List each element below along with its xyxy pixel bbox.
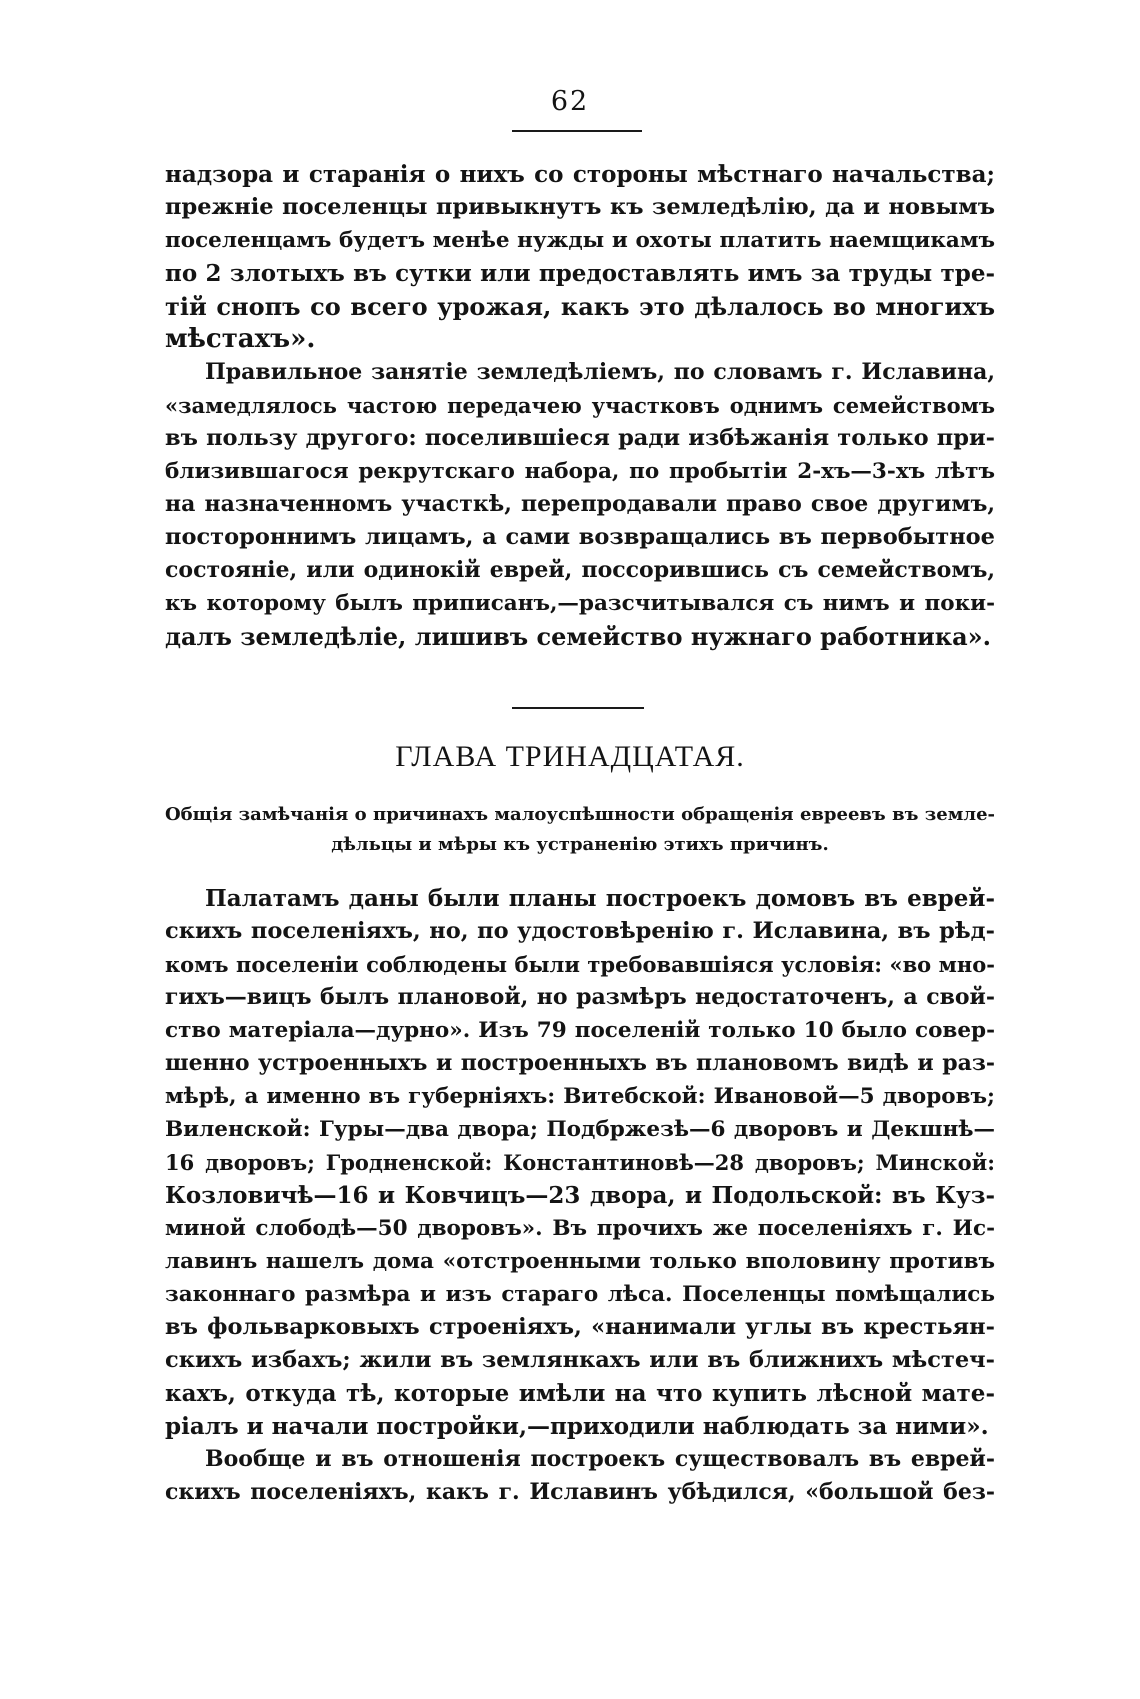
text-line: Виленской: Гуры—два двора; Подбржезѣ—6 дворовъ и Декшнѣ— — [165, 1117, 995, 1142]
text-line: Правильное занятіе земледѣліемъ, по словамъ г. Иславина, — [205, 359, 995, 385]
subtitle-line: дѣльцы и мѣры къ устраненію этихъ причинъ. — [331, 834, 829, 855]
text-line: «замедлялось частою передачею участковъ однимъ семействомъ — [165, 393, 995, 418]
text-line: близившагося рекрутскаго набора, по пробытіи 2-хъ—3-хъ лѣтъ — [165, 459, 995, 484]
page-number: 62 — [550, 86, 590, 117]
text-line: по 2 злотыхъ въ сутки или предоставлять имъ за труды тре- — [165, 260, 995, 287]
text-line: гихъ—вицъ былъ плановой, но размѣръ недостаточенъ, а свой- — [165, 984, 995, 1010]
text-line: миной слободѣ—50 дворовъ». Въ прочихъ же поселеніяхъ г. Ис- — [165, 1216, 995, 1241]
header-rule — [512, 130, 642, 132]
text-line: 16 дворовъ; Гродненской: Константиновѣ—28 дворовъ; Минской: — [165, 1150, 995, 1175]
text-line: лавинъ нашелъ дома «отстроенными только вполовину противъ — [165, 1249, 995, 1274]
text-line: далъ земледѣліе, лишивъ семейство нужнаго работника». — [165, 622, 992, 651]
text-line: къ которому былъ приписанъ,—разсчитывался съ нимъ и поки- — [165, 591, 995, 616]
text-line: постороннимъ лицамъ, а сами возвращались въ первобытное — [165, 524, 995, 550]
text-line: скихъ избахъ; жили въ землянкахъ или въ ближнихъ мѣстеч- — [165, 1347, 995, 1373]
text-line: на назначенномъ участкѣ, перепродавали право свое другимъ, — [165, 491, 995, 517]
text-line: Козловичѣ—16 и Ковчицъ—23 двора, и Подольской: въ Куз- — [165, 1182, 995, 1209]
text-line: законнаго размѣра и изъ стараго лѣса. Поселенцы помѣщались — [165, 1282, 995, 1307]
text-line: ство матеріала—дурно». Изъ 79 поселеній только 10 было совер- — [165, 1018, 995, 1043]
text-block-top — [165, 158, 995, 653]
text-line: прежніе поселенцы привыкнутъ къ земледѣлію, да и новымъ — [165, 194, 995, 220]
text-line: комъ поселеніи соблюдены были требовавшіяся условія: «во мно- — [165, 952, 995, 977]
text-line: Палатамъ даны были планы построекъ домовъ въ еврей- — [205, 885, 995, 912]
text-line: скихъ поселеніяхъ, какъ г. Иславинъ убѣдился, «большой без- — [165, 1479, 995, 1505]
text-line: въ пользу другого: поселившіеся ради избѣжанія только при- — [165, 425, 995, 451]
section-rule — [512, 707, 644, 709]
chapter-title: ГЛАВА ТРИНАДЦАТАЯ. — [395, 740, 745, 773]
text-line: Вообще и въ отношенія построекъ существовалъ въ еврей- — [205, 1446, 995, 1472]
text-line: ріалъ и начали постройки,—приходили наблюдать за ними». — [165, 1413, 989, 1440]
chapter-subtitle — [165, 800, 995, 860]
text-line: кахъ, откуда тѣ, которые имѣли на что купить лѣсной мате- — [165, 1380, 995, 1407]
text-line: поселенцамъ будетъ менѣе нужды и охоты платить наемщикамъ — [165, 228, 995, 253]
subtitle-line: Общія замѣчанія о причинахъ малоуспѣшности обращенія евреевъ въ земле- — [165, 804, 995, 825]
text-block-bottom — [165, 882, 995, 1509]
text-line: въ фольварковыхъ строеніяхъ, «нанимали углы въ крестьян- — [165, 1314, 995, 1340]
text-line: надзора и старанія о нихъ со стороны мѣстнаго начальства; — [165, 161, 995, 188]
text-line: мѣстахъ». — [165, 324, 316, 354]
text-line: тій снопъ со всего урожая, какъ это дѣлалось во многихъ — [165, 292, 995, 321]
text-line: шенно устроенныхъ и построенныхъ въ плановомъ видѣ и раз- — [165, 1050, 995, 1076]
text-line: скихъ поселеніяхъ, но, по удостовѣренію г. Иславина, въ рѣд- — [165, 918, 995, 944]
text-line: состояніе, или одинокій еврей, поссорившись съ семействомъ, — [165, 557, 995, 583]
text-line: мѣрѣ, а именно въ губерніяхъ: Витебской: Ивановой—5 дворовъ; — [165, 1084, 995, 1109]
